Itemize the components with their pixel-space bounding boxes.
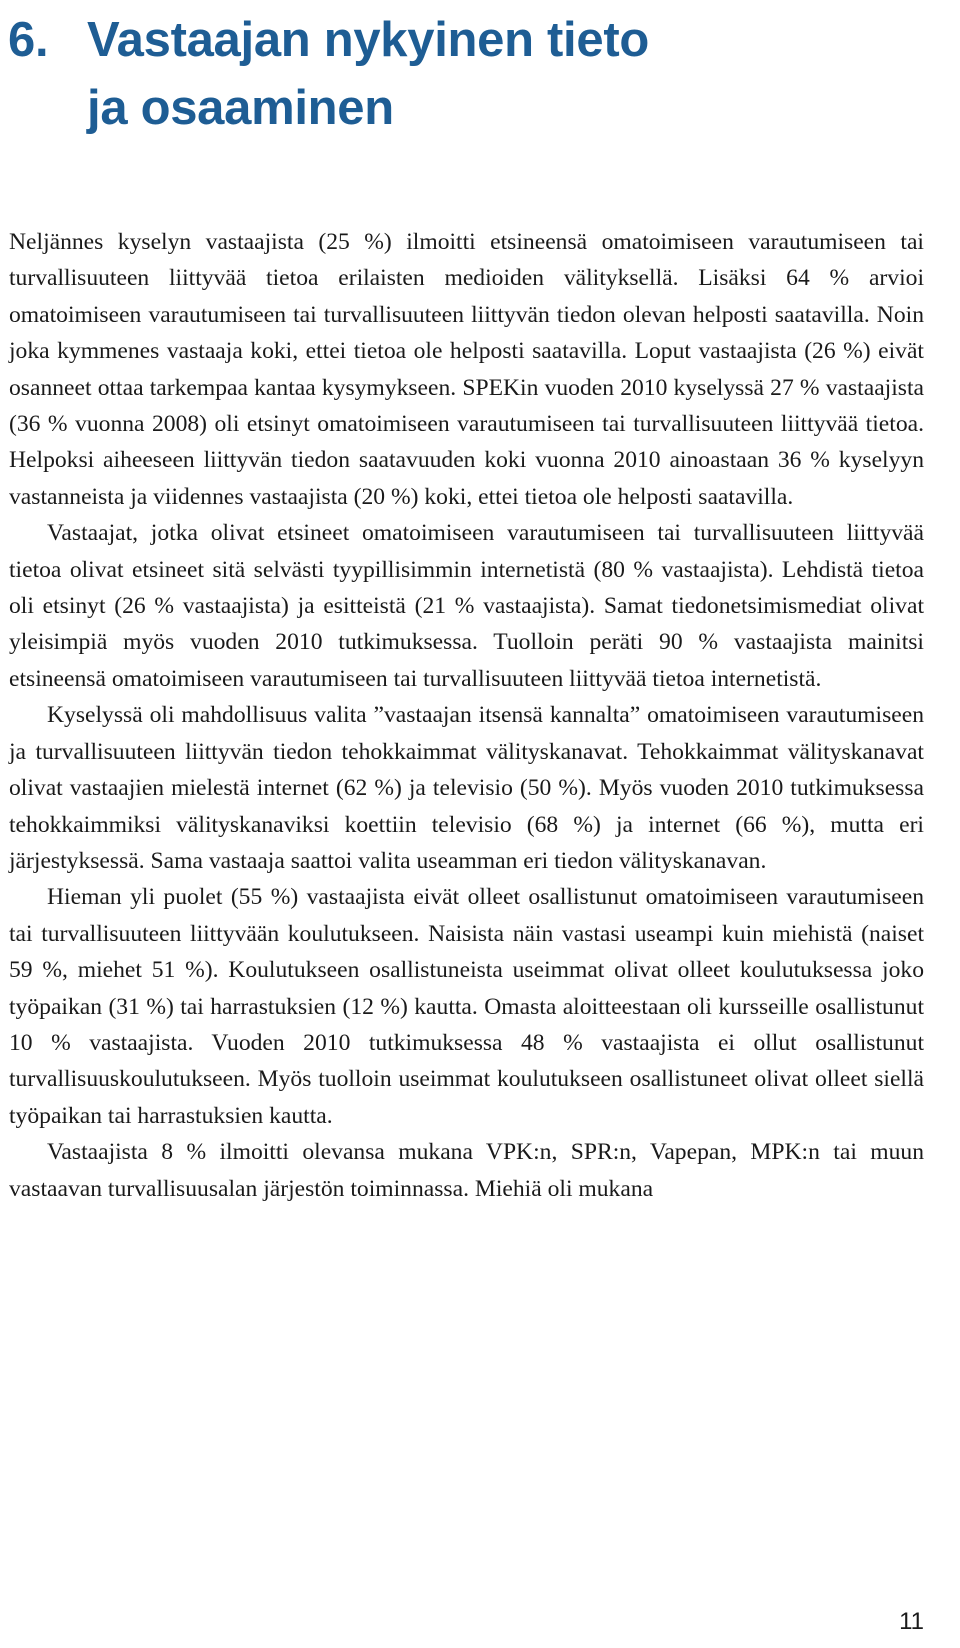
- paragraph-3: Kyselyssä oli mahdollisuus valita ”vastaajan itsensä kannalta” omatoimiseen varautumiseen ja turvallisuuteen liittyvän tiedon tehokkaimmat välityskanavat. Tehokkaimmat välityskanavat olivat vastaajien mielestä internet (62 %) ja televisio (50 %). Myös vuoden 2010 tutkimuksessa tehokkaimmiksi välityskanaviksi koettiin televisio (68 %) ja internet (66 %), mutta eri järjestyksessä. Sama vastaaja saattoi valita useamman eri tiedon välityskanavan.: [9, 702, 924, 874]
- chapter-title: Vastaajan nykyinen tieto ja osaaminen: [87, 13, 649, 135]
- paragraph-2: Vastaajat, jotka olivat etsineet omatoimiseen varautumiseen tai turvallisuuteen liittyvää tietoa olivat etsineet sitä selvästi tyypillisimmin internetistä (80 % vastaajista). Lehdistä tietoa oli etsinyt (26 % vastaajista) ja esitteistä (21 % vastaajista). Samat tiedonetsimismediat olivat yleisimpiä myös vuoden 2010 tutkimuksessa. Tuolloin peräti 90 % vastaajista mainitsi etsineensä omatoimiseen varautumiseen tai turvallisuuteen liittyvää tietoa internetistä.: [9, 520, 924, 692]
- chapter-heading: [8, 6, 928, 142]
- body-text: [9, 224, 924, 1207]
- chapter-number: 6.: [8, 13, 49, 67]
- paragraph-5: Vastaajista 8 % ilmoitti olevansa mukana VPK:n, SPR:n, Vapepan, MPK:n tai muun vastaavan turvallisuusalan järjestön toiminnassa. Miehiä oli mukana: [9, 1139, 924, 1202]
- paragraph-4: Hieman yli puolet (55 %) vastaajista eivät olleet osallistunut omatoimiseen varautumiseen tai turvallisuuteen liittyvään koulutukseen. Naisista näin vastasi useampi kuin miehistä (naiset 59 %, miehet 51 %). Koulutukseen osallistuneista useimmat olivat olleet koulutuksessa joko työpaikan (31 %) tai harrastuksien (12 %) kautta. Omasta aloitteestaan oli kursseille osallistunut 10 % vastaajista. Vuoden 2010 tutkimuksessa 48 % vastaajista ei ollut osallistunut turvallisuuskoulutukseen. Myös tuolloin useimmat koulutukseen osallistuneet olivat olleet siellä työpaikan tai harrastuksien kautta.: [9, 884, 924, 1129]
- page-number: 11: [899, 1608, 924, 1635]
- paragraph-1: Neljännes kyselyn vastaajista (25 %) ilmoitti etsineensä omatoimiseen varautumiseen tai turvallisuuteen liittyvää tietoa erilaisten medioiden välityksellä. Lisäksi 64 % arvioi omatoimiseen varautumiseen tai turvallisuuteen liittyvän tiedon olevan helposti saatavilla. Noin joka kymmenes vastaaja koki, ettei tietoa ole helposti saatavilla. Loput vastaajista (26 %) eivät osanneet ottaa tarkempaa kantaa kysymykseen. SPEKin vuoden 2010 kyselyssä 27 % vastaajista (36 % vuonna 2008) oli etsinyt omatoimiseen varautumiseen tai turvallisuuteen liittyvää tietoa. Helpoksi aiheeseen liittyvän tiedon saatavuuden koki vuonna 2010 ainoastaan 36 % kyselyyn vastanneista ja viidennes vastaajista (20 %) koki, ettei tietoa ole helposti saatavilla.: [9, 229, 924, 510]
